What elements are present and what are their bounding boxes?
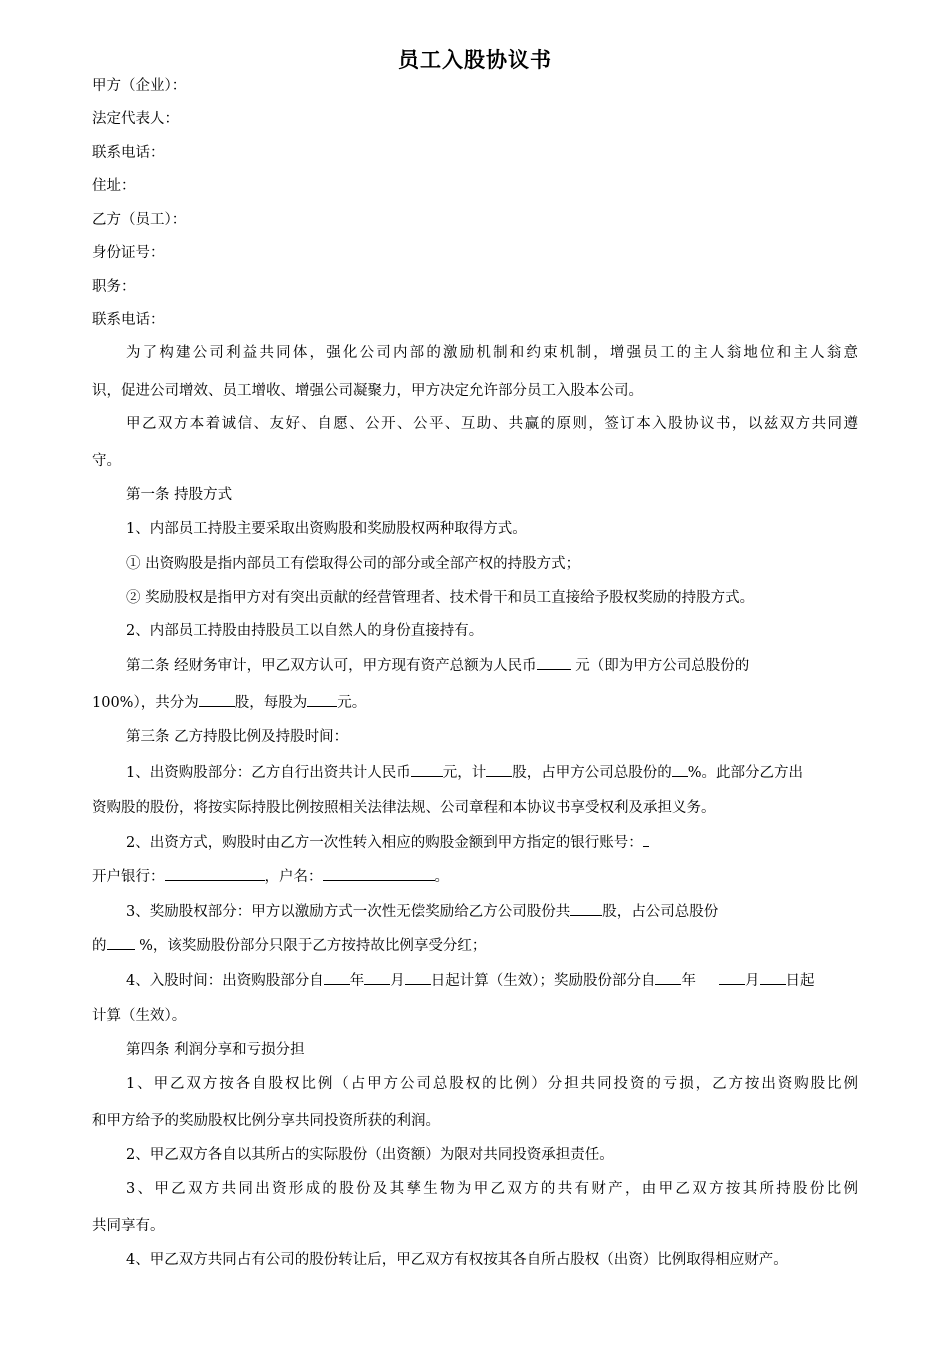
article-2-text-e: 元。 [337,695,367,711]
article-3-item-1-line-1 [126,762,803,783]
party-b-employee: 乙方（员工）： [92,212,187,228]
article-2-line-2 [92,692,366,713]
article-3-item-1-text-b: 元，计 [442,765,487,781]
article-2-text-a: 第二条 经财务审计，甲乙双方认可，甲方现有资产总额为人民币 [126,658,537,674]
article-3-item-4-text-a: 4、入股时间：出资购股部分自 [126,973,324,989]
party-b-phone: 联系电话： [92,312,165,328]
bank-name-blank [165,866,265,881]
purchased-shares-blank [486,762,512,777]
reward-year-blank [655,970,681,985]
purchased-percent-blank [672,762,688,777]
article-1-item-2: 2、内部员工持股由持股员工以自然人的身份直接持有。 [126,623,484,639]
article-3-heading: 第三条 乙方持股比例及持股时间： [126,729,349,745]
article-3-item-1-text-d: %。此部分乙方出 [687,765,804,781]
intro-paragraph-1-line-1: 为了构建公司利益共同体，强化公司内部的激励机制和约束机制，增强员工的主人翁地位和主人翁意 [126,345,858,361]
bank-account-blank [643,832,649,847]
article-3-item-2-line-2 [92,866,449,887]
reward-month-blank [719,970,745,985]
article-3-item-1-text-a: 1、出资购股部分：乙方自行出资共计人民币 [126,765,411,781]
price-per-share-blank [307,692,337,707]
article-3-item-3-text-a: 3、奖励股权部分：甲方以激励方式一次性无偿奖励给乙方公司股份共 [126,904,571,920]
article-3-item-3-text-c: 的 [92,938,107,954]
party-a-legal-rep: 法定代表人： [92,111,179,127]
intro-paragraph-1-line-2: 识，促进公司增效、员工增收、增强公司凝聚力，甲方决定允许部分员工入股本公司。 [92,383,643,399]
article-1-item-1: 1、内部员工持股主要采取出资购股和奖励股权两种取得方式。 [126,521,527,537]
article-2-text-c: 100%），共分为 [92,695,199,711]
account-name-blank [323,866,435,881]
article-3-item-1-text-c: 股，占甲方公司总股份的 [512,765,672,781]
purchase-year-blank [324,970,350,985]
party-b-id-no: 身份证号： [92,245,165,261]
article-4-item-4: 4、甲乙双方共同占有公司的股份转让后，甲乙双方有权按其各自所占股权（出资）比例取得相应财产。 [126,1252,788,1268]
month-label-2: 月 [745,973,760,989]
article-4-heading: 第四条 利润分享和亏损分担 [126,1042,305,1058]
article-2-text-b: 元（即为甲方公司总股份的 [575,658,750,674]
article-1-item-1a: ① 出资购股是指内部员工有偿取得公司的部分或全部产权的持股方式； [126,556,581,572]
article-4-item-1-line-2: 和甲方给予的奖励股权比例分享共同投资所获的利润。 [92,1113,440,1129]
party-a-enterprise: 甲方（企业）： [92,78,187,94]
article-1-item-1b: ② 奖励股权是指甲方对有突出贡献的经营管理者、技术骨干和员工直接给予股权奖励的持股方式。 [126,590,755,606]
month-label-1: 月 [390,973,405,989]
article-3-item-4-line-1 [126,970,815,991]
document-title: 员工入股协议书 [398,47,552,72]
article-4-item-1-line-1: 1、甲乙双方按各自股权比例（占甲方公司总股权的比例）分担共同投资的亏损，乙方按出资购股比例 [126,1076,858,1092]
article-3-item-3-text-d: %，该奖励股份部分只限于乙方按持故比例享受分红； [134,938,487,954]
article-3-item-4-line-2: 计算（生效）。 [92,1008,187,1024]
article-3-item-4-text-c: 日起 [785,973,815,989]
article-3-item-3-line-2 [92,935,486,956]
account-name-label: ，户名： [264,869,323,885]
year-label-2: 年 [681,973,696,989]
investment-amount-blank [411,762,443,777]
party-b-position: 职务： [92,279,136,295]
article-3-item-2-line-1 [126,832,649,853]
bank-label: 开户银行： [92,869,165,885]
reward-shares-blank [570,901,602,916]
article-4-item-3-line-1: 3、甲乙双方共同出资形成的股份及其孳生物为甲乙双方的共有财产，由甲乙双方按其所持股份比例 [126,1181,858,1197]
article-3-item-3-line-1 [126,901,718,922]
article-1-heading: 第一条 持股方式 [126,487,233,503]
article-3-item-2-text: 2、出资方式，购股时由乙方一次性转入相应的购股金额到甲方指定的银行账号： [126,835,643,851]
article-4-item-3-line-2: 共同享有。 [92,1218,165,1234]
purchase-day-blank [405,970,431,985]
reward-day-blank [760,970,786,985]
article-3-item-3-text-b: 股，占公司总股份 [602,904,719,920]
party-a-address: 住址： [92,178,136,194]
intro-paragraph-2-line-2: 守。 [92,453,121,469]
reward-percent-blank [107,935,135,950]
purchase-month-blank [364,970,390,985]
intro-paragraph-2-line-1: 甲乙双方本着诚信、友好、自愿、公开、公平、互助、共赢的原则，签订本入股协议书，以兹双方共同遵 [126,416,858,432]
total-shares-blank [199,692,235,707]
article-3-item-2-end: 。 [434,869,449,885]
article-2-text-d: 股，每股为 [234,695,308,711]
article-3-item-4-text-b: 日起计算（生效）；奖励股份部分自 [430,973,656,989]
party-a-phone: 联系电话： [92,145,165,161]
article-4-item-2: 2、甲乙双方各自以其所占的实际股份（出资额）为限对共同投资承担责任。 [126,1147,614,1163]
article-2-line-1 [126,655,749,676]
year-label-1: 年 [349,973,365,989]
asset-total-blank [537,655,571,670]
article-3-item-1-line-2: 资购股的股份，将按实际持股比例按照相关法律法规、公司章程和本协议书享受权利及承担义务。 [92,800,716,816]
